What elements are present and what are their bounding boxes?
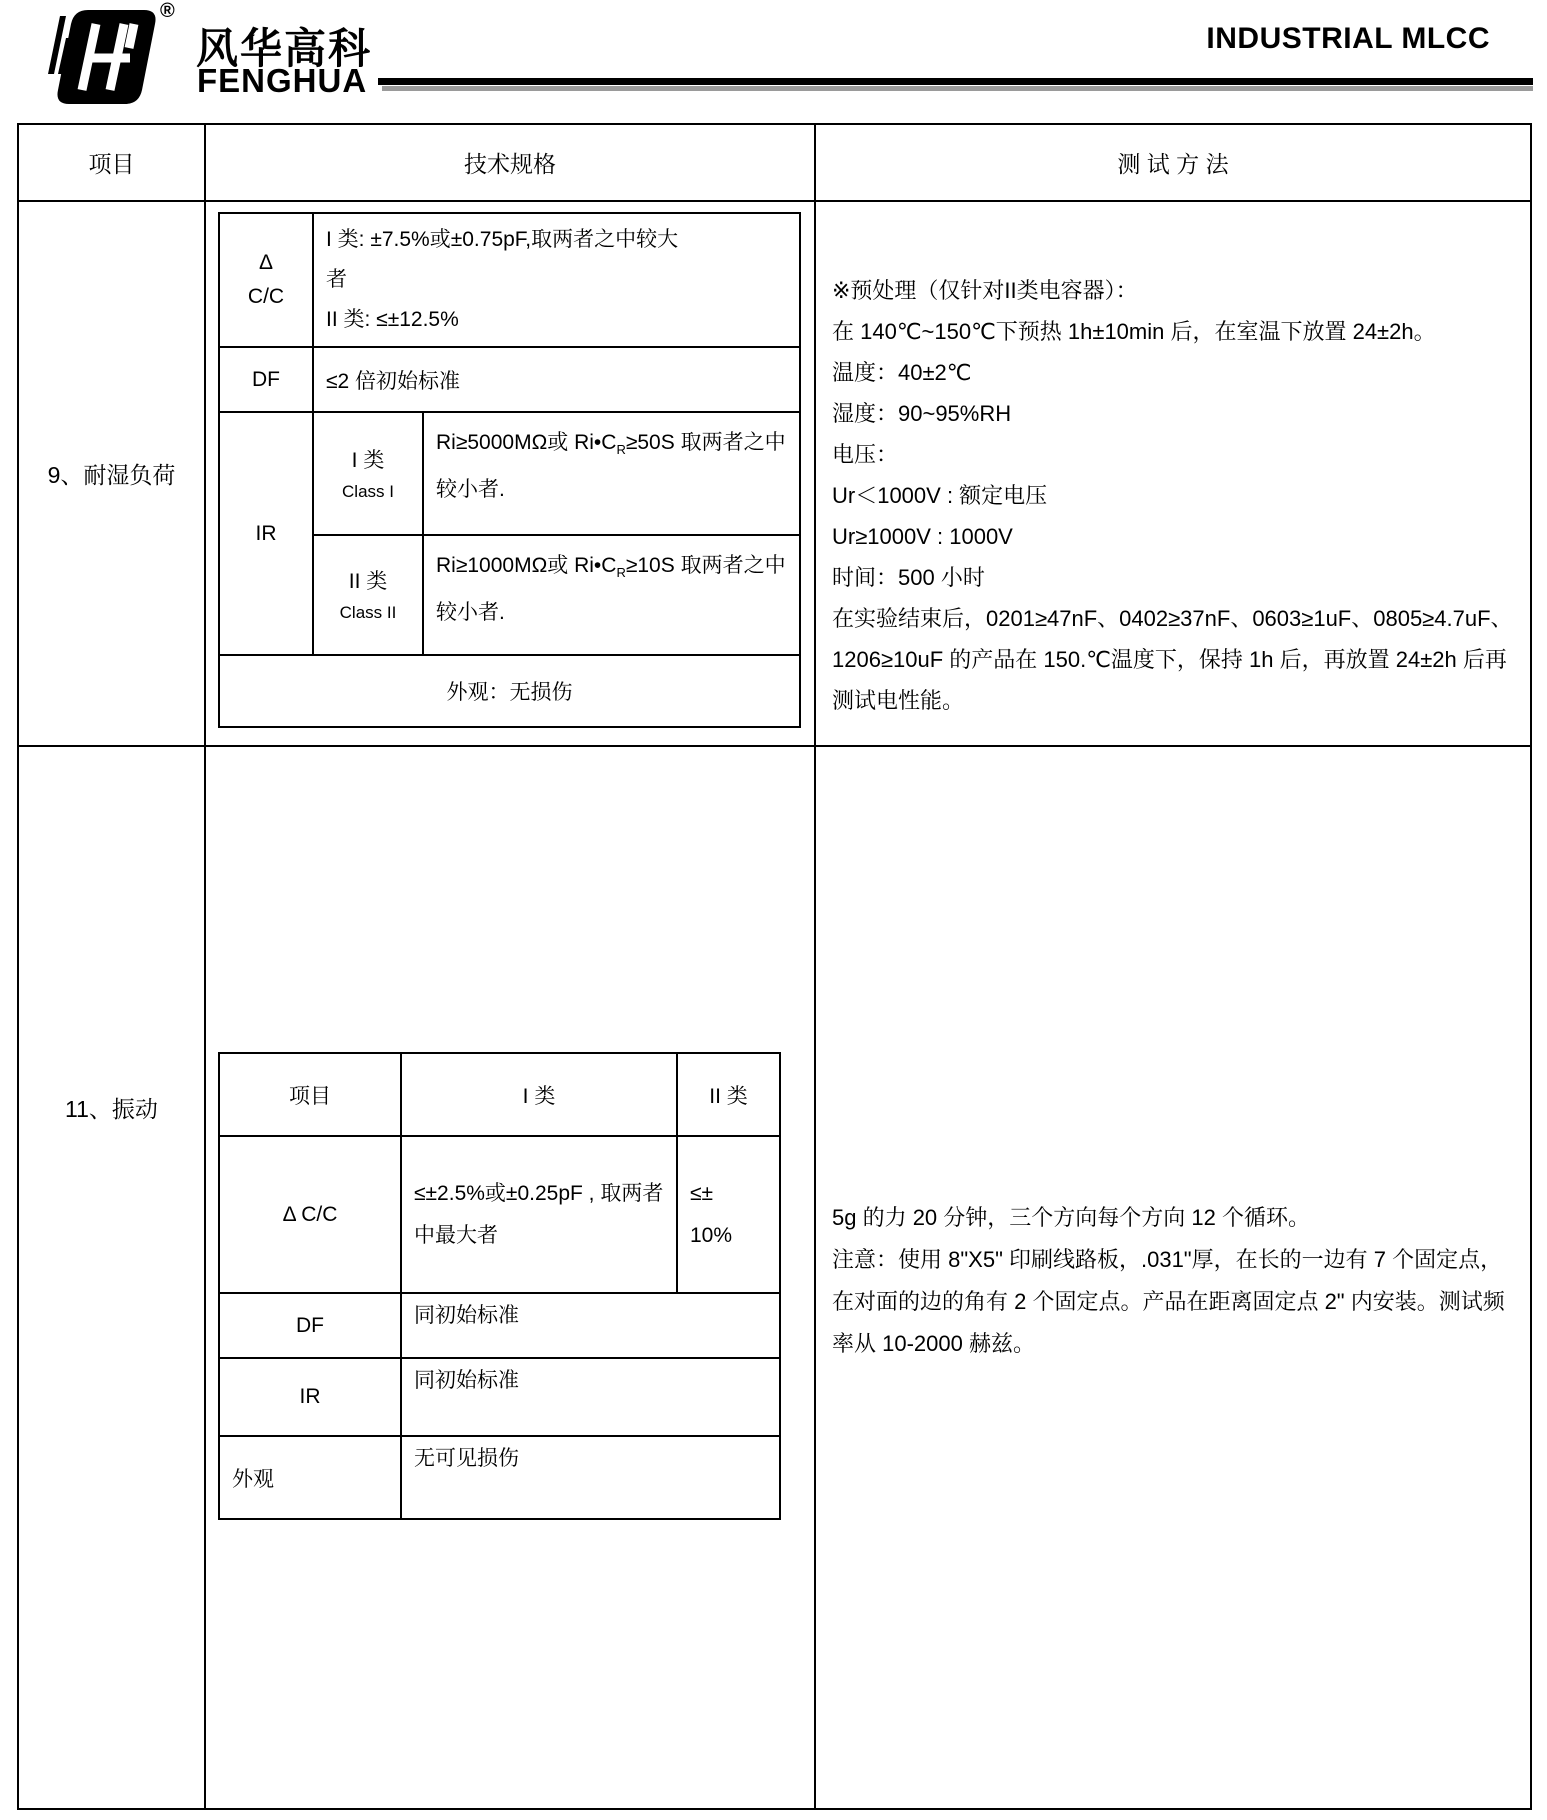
divider-black-line <box>378 78 1533 85</box>
vib-col-header-class1: I 类 <box>401 1053 677 1136</box>
delta-cc-label: Δ C/C <box>219 213 313 347</box>
table-row <box>219 1293 780 1358</box>
method-line: Ur≥1000V : 1000V <box>832 524 1013 549</box>
table-row <box>219 412 800 535</box>
spec-table <box>17 123 1532 1810</box>
vib-df-spec: 同初始标准 <box>401 1293 780 1358</box>
spec-cell-vibration <box>205 746 815 1809</box>
ir-class2-spec: Ri≥1000MΩ或 $Ri•C_R\ge 10S$ 取两者之中较小者. <box>423 535 800 655</box>
table-row <box>219 347 800 412</box>
method-line: 5g 的力 20 分钟，三个方向每个方向 12 个循环。 <box>832 1205 1310 1230</box>
method-line: 电压： <box>832 442 899 467</box>
item-label-vibration: 11、振动 <box>18 746 205 1809</box>
column-header-item: 项目 <box>18 124 205 201</box>
table-row <box>219 1436 780 1519</box>
vib-appearance-label: 外观 <box>219 1436 401 1519</box>
vib-col-header-class2: II 类 <box>677 1053 780 1136</box>
table-row <box>219 213 800 347</box>
table-row <box>219 1053 780 1136</box>
test-method-text <box>832 202 1530 721</box>
spec-cell-damp-heat <box>205 201 815 746</box>
header-divider <box>378 78 1533 91</box>
df-label: DF <box>219 347 313 412</box>
vib-ir-label: IR <box>219 1358 401 1436</box>
table-header-row <box>18 124 1531 201</box>
registered-trademark-icon: ® <box>160 0 175 22</box>
ir-class2-label: II 类 Class II <box>313 535 423 655</box>
method-line: 注意：使用 8"X5" 印刷线路板，.031"厚，在长的一边有 7 个固定点，在对面的边的角有 2 个固定点。产品在距离固定点 2" 内安装。测试频率从 10-2000 赫兹。 <box>832 1247 1505 1356</box>
brand-name-chinese: 风华高科 <box>196 25 373 72</box>
table-row <box>219 1136 780 1293</box>
fenghua-logo <box>46 8 158 106</box>
method-line: 在实验结束后，0201≥47nF、0402≥37nF、0603≥1uF、0805≥4.7uF、1206≥10uF 的产品在 150.℃温度下，保持 1h 后，再放置 24±2h 后再测试电性能。 <box>832 606 1513 713</box>
table-row <box>219 1358 780 1436</box>
delta-cc-spec: I 类: ±7.5%或±0.75pF,取两者之中较大者 II 类: ≤±12.5% <box>313 213 800 347</box>
method-line: ※预处理（仅针对II类电容器）： <box>832 278 1138 303</box>
ir-label: IR <box>219 412 313 655</box>
ir-class1-spec: Ri≥5000MΩ或 $Ri•C_R\ge 50S$ 取两者之中较小者. <box>423 412 800 535</box>
table-row-damp-heat <box>18 201 1531 746</box>
page-header <box>0 0 1547 123</box>
damp-heat-spec-table <box>218 212 801 728</box>
method-line: 时间：500 小时 <box>832 565 985 590</box>
column-header-method: 测 试 方 法 <box>815 124 1531 201</box>
vib-cc-class2-spec: ≤± 10% <box>677 1136 780 1293</box>
method-line: 湿度：90~95%RH <box>832 401 1012 426</box>
method-line: 在 140℃~150℃下预热 1h±10min 后，在室温下放置 24±2h。 <box>832 319 1436 344</box>
vib-df-label: DF <box>219 1293 401 1358</box>
ir-class1-label: I 类 Class I <box>313 412 423 535</box>
vibration-spec-table <box>218 1052 781 1520</box>
table-row-vibration <box>18 746 1531 1809</box>
method-cell-vibration <box>815 746 1531 1809</box>
table-row <box>219 655 800 727</box>
vib-appearance-spec: 无可见损伤 <box>401 1436 780 1519</box>
appearance-spec: 外观：无损伤 <box>219 655 800 727</box>
item-label-damp-heat: 9、耐湿负荷 <box>18 201 205 746</box>
vib-col-header-item: 项目 <box>219 1053 401 1136</box>
column-header-spec: 技术规格 <box>205 124 815 201</box>
method-line: Ur＜1000V : 额定电压 <box>832 483 1048 508</box>
vib-cc-label: Δ C/C <box>219 1136 401 1293</box>
df-spec: ≤2 倍初始标准 <box>313 347 800 412</box>
divider-gray-line <box>382 86 1533 91</box>
method-cell-damp-heat <box>815 201 1531 746</box>
vib-ir-spec: 同初始标准 <box>401 1358 780 1436</box>
vib-cc-class1-spec: ≤±2.5%或±0.25pF , 取两者中最大者 <box>401 1136 677 1293</box>
test-method-text <box>832 747 1530 1365</box>
document-title: INDUSTRIAL MLCC <box>1206 22 1490 55</box>
method-line: 温度：40±2℃ <box>832 360 972 385</box>
brand-name-english: FENGHUA <box>197 62 368 99</box>
